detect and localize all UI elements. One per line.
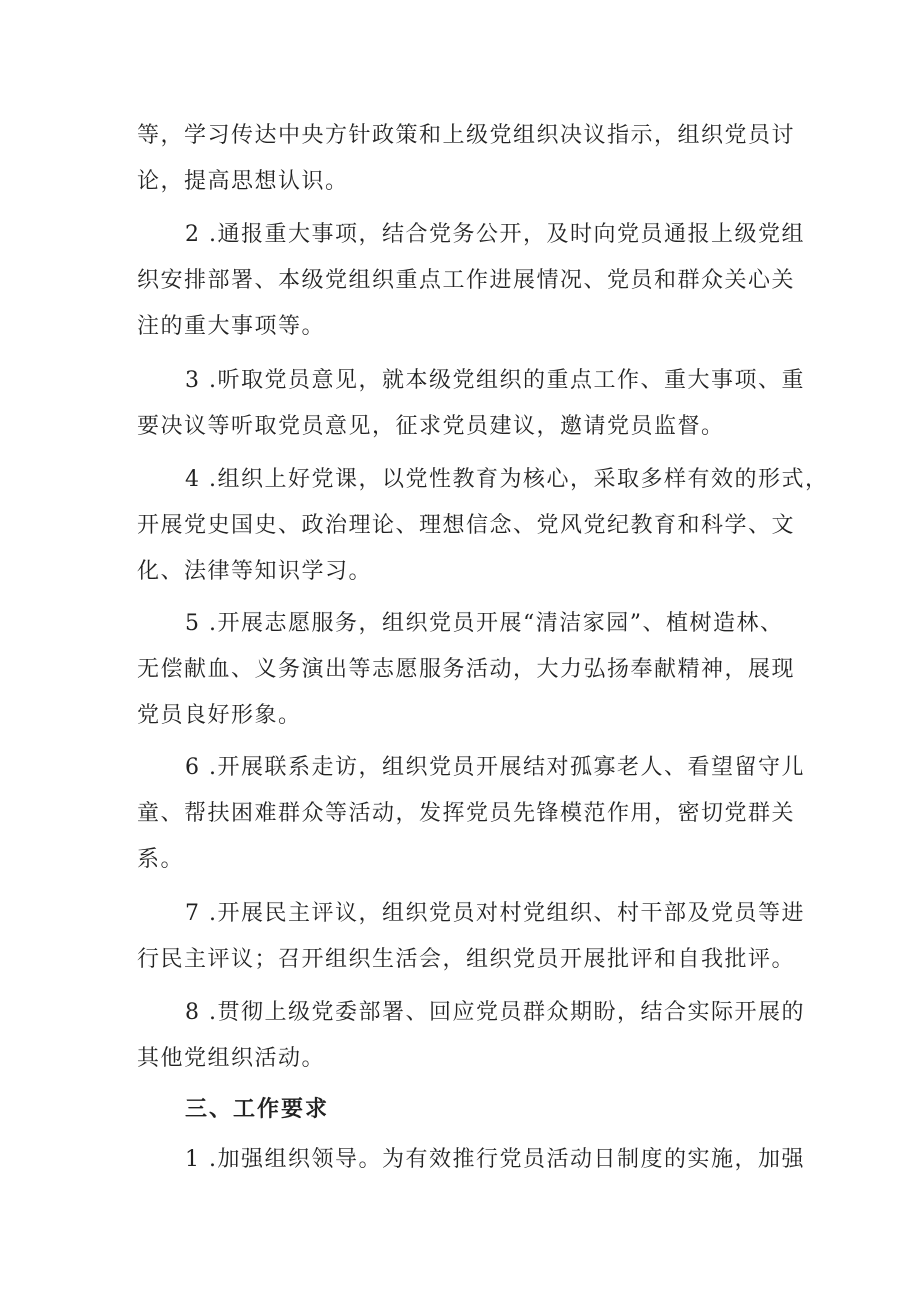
list-item-7 <box>137 891 805 983</box>
text-line: 7 .开展民主评议，组织党员对村党组织、村干部及党员等进 <box>185 901 805 926</box>
text-line: 织安排部署、本级党组织重点工作进展情况、党员和群众关心关 <box>137 268 796 293</box>
text-line: 要决议等听取党员意见，征求党员建议，邀请党员监督。 <box>137 414 725 439</box>
list-item-4 <box>137 457 829 595</box>
section-heading: 三、工作要求 <box>185 1097 330 1122</box>
text-line: 3 .听取党员意见，就本级党组织的重点工作、重大事项、重 <box>185 368 805 393</box>
text-line: 5 .开展志愿服务，组织党员开展“清洁家园”、植树造林、 <box>185 611 784 636</box>
list-item-2 <box>137 212 805 350</box>
list-item-8 <box>137 990 805 1082</box>
list-item-6 <box>137 745 805 883</box>
text-line: 1 .加强组织领导。为有效推行党员活动日制度的实施，加强 <box>185 1147 805 1172</box>
list-item-5 <box>137 601 797 739</box>
paragraph-continuation <box>137 113 797 205</box>
list-item-3 <box>137 358 805 450</box>
text-line: 论，提高思想认识。 <box>137 169 349 194</box>
list-item-1 <box>137 1137 805 1183</box>
text-line: 无偿献血、义务演出等志愿服务活动，大力弘扬奉献精神，展现 <box>137 657 796 682</box>
text-line: 4 .组织上好党课，以党性教育为核心，采取多样有效的形式， <box>185 467 829 492</box>
text-line: 化、法律等知识学习。 <box>137 559 373 584</box>
text-line: 其他党组织活动。 <box>137 1046 326 1071</box>
text-line: 等，学习传达中央方针政策和上级党组织决议指示，组织党员讨 <box>137 123 796 148</box>
text-line: 行民主评议；召开组织生活会，组织党员开展批评和自我批评。 <box>137 947 796 972</box>
text-line: 开展党史国史、政治理论、理想信念、党风党纪教育和科学、文 <box>137 513 796 538</box>
text-line: 注的重大事项等。 <box>137 314 326 339</box>
text-line: 8 .贯彻上级党委部署、回应党员群众期盼，结合实际开展的 <box>185 1000 805 1025</box>
text-line: 系。 <box>137 847 185 872</box>
text-line: 党员良好形象。 <box>137 703 302 728</box>
text-line: 2 .通报重大事项，结合党务公开，及时向党员通报上级党组 <box>185 222 805 247</box>
text-line: 童、帮扶困难群众等活动，发挥党员先锋模范作用，密切党群关 <box>137 801 796 826</box>
text-line: 6 .开展联系走访，组织党员开展结对孤寡老人、看望留守儿 <box>185 755 805 780</box>
